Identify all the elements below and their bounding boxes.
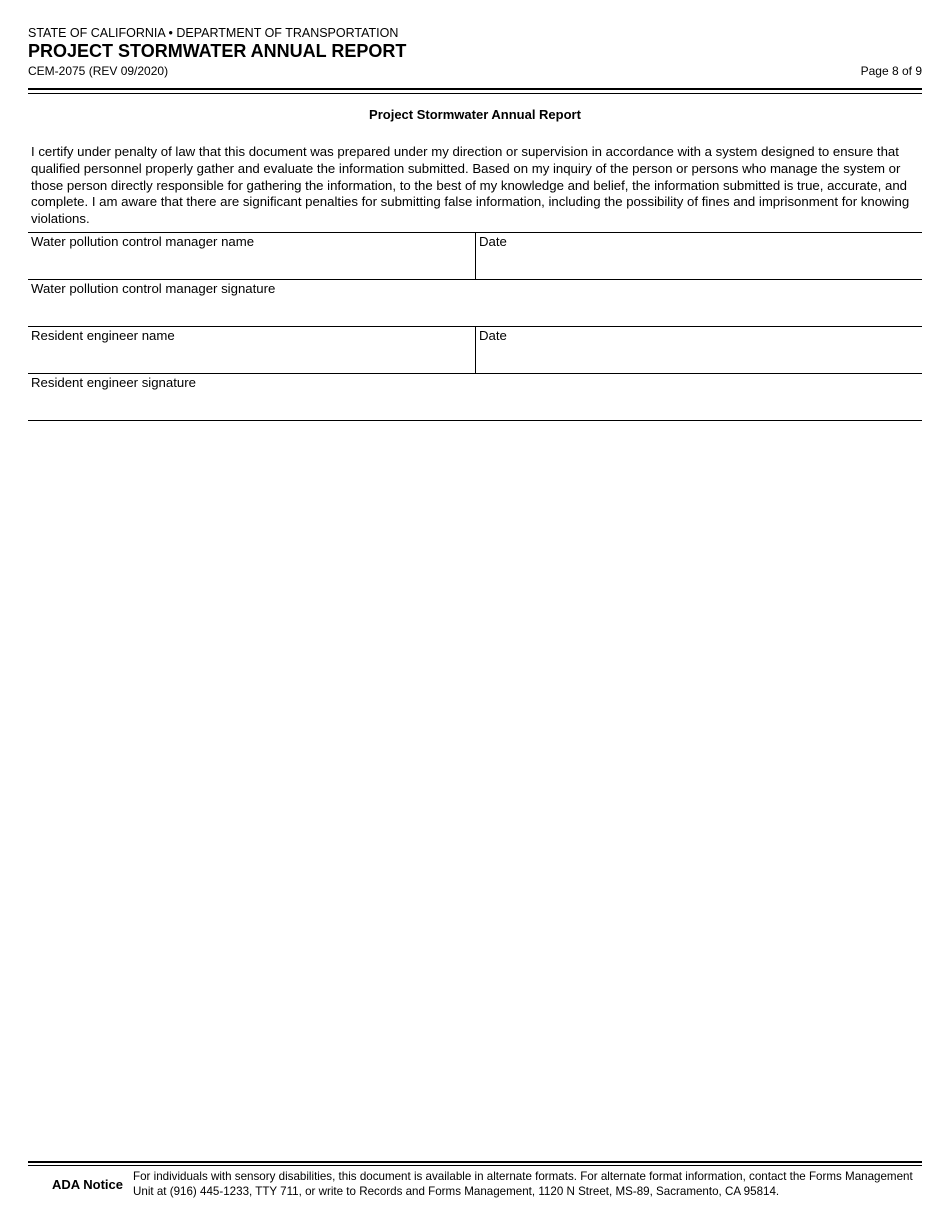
wpcm-date-label: Date (479, 234, 507, 249)
wpcm-name-field[interactable] (28, 233, 475, 279)
re-signature-field[interactable] (28, 374, 922, 420)
wpcm-name-row (28, 233, 922, 280)
re-signature-row (28, 374, 922, 421)
form-title: PROJECT STORMWATER ANNUAL REPORT (28, 41, 407, 61)
re-date-field[interactable] (475, 327, 922, 373)
page-number: Page 8 of 9 (860, 64, 922, 78)
signature-form (28, 232, 922, 421)
re-signature-label: Resident engineer signature (31, 375, 196, 390)
wpcm-date-field[interactable] (475, 233, 922, 279)
wpcm-signature-row (28, 280, 922, 327)
re-name-field[interactable] (28, 327, 475, 373)
header-rule-bottom (28, 93, 922, 94)
footer-rule-bottom (28, 1165, 922, 1166)
wpcm-signature-label: Water pollution control manager signature (31, 281, 276, 296)
footer-rule-top (28, 1161, 922, 1163)
re-date-label: Date (479, 328, 507, 343)
form-header (28, 26, 922, 79)
section-title: Project Stormwater Annual Report (369, 107, 581, 122)
ada-notice (28, 1170, 922, 1199)
header-rule-top (28, 88, 922, 90)
wpcm-name-label: Water pollution control manager name (31, 234, 255, 249)
form-number: CEM-2075 (REV 09/2020) (28, 64, 169, 78)
certification-statement: I certify under penalty of law that this document was prepared under my direction or supervision in accordance with a system designed to ensure that qualified personnel properly gather and evaluate the information submitted. Based on my inquiry of the person or persons who manage the system or those person directly responsible for gathering the information, to the best of my knowledge and belief, the information submitted is true, accurate, and complete. I am aware that there are significant penalties for submitting false information, including the possibility of fines and imprisonment for knowing violations. (31, 144, 910, 227)
re-name-row (28, 327, 922, 374)
agency-line: STATE OF CALIFORNIA • DEPARTMENT OF TRANSPORTATION (28, 26, 399, 40)
ada-notice-label: ADA Notice (51, 1177, 123, 1192)
re-name-label: Resident engineer name (31, 328, 175, 343)
wpcm-signature-field[interactable] (28, 280, 922, 326)
ada-notice-text: For individuals with sensory disabilities, this document is available in alternate formats. For alternate format information, contact the Forms Management Unit at (916) 445-1233, TTY 711, or write to Records and Forms Management, 1120 N Street, MS-89, Sacramento, CA 95814. (133, 1170, 913, 1198)
